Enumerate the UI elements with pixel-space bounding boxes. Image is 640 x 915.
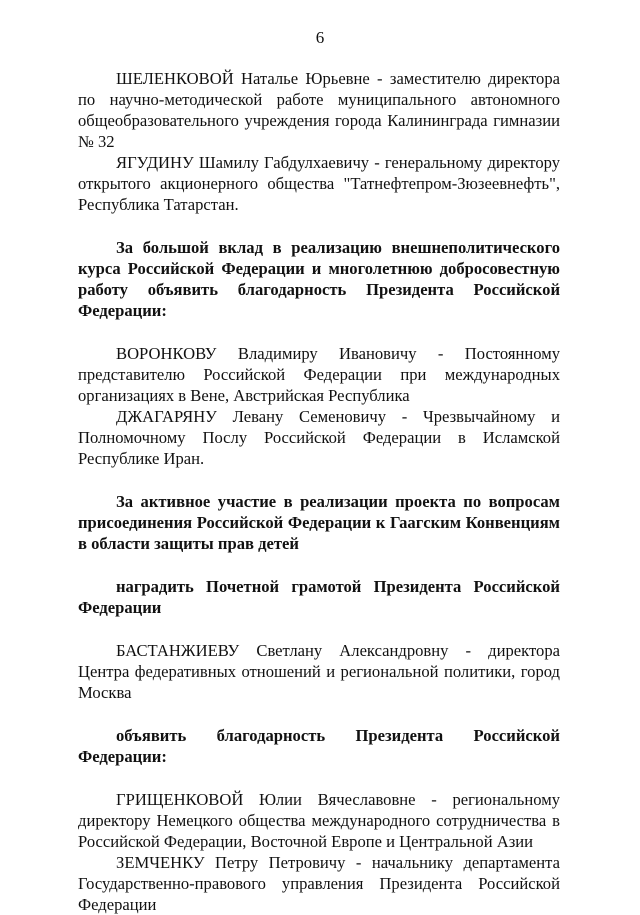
section-heading-gratitude: объявить благодарность Президента Российской Федерации:: [78, 726, 560, 766]
award-entry-zemchenko: ЗЕМЧЕНКУ Петру Петровичу - начальнику департамента Государственно-правового управления Президента Российской Федерации: [78, 853, 560, 914]
spacer: [78, 469, 560, 491]
spacer: [78, 703, 560, 725]
award-entry-yagudin: ЯГУДИНУ Шамилу Габдулхаевичу - генеральному директору открытого акционерного общества "Татнефтепром-Зюзеевнефть", Республика Татарстан.: [78, 153, 560, 214]
section-heading-foreign-policy: За большой вклад в реализацию внешнеполитического курса Российской Федерации и многолетнюю добросовестную работу объявить благодарность Президента Российской Федерации:: [78, 238, 560, 320]
spacer: [78, 554, 560, 576]
spacer: [78, 215, 560, 237]
award-entry-voronkov: ВОРОНКОВУ Владимиру Ивановичу - Постоянному представителю Российской Федерации при международных организациях в Вене, Австрийская Республика: [78, 344, 560, 405]
spacer: [78, 321, 560, 343]
section-heading-award-certificate: наградить Почетной грамотой Президента Российской Федерации: [78, 577, 560, 617]
award-entry-grishchenkova: ГРИЩЕНКОВОЙ Юлии Вячеславовне - региональному директору Немецкого общества международного сотрудничества в Российской Федерации, Восточной Европе и Центральной Азии: [78, 790, 560, 851]
page-number: 6: [315, 28, 325, 47]
award-entry-shelenkova: ШЕЛЕНКОВОЙ Наталье Юрьевне - заместителю директора по научно-методической работе муниципального автономного общеобразовательного учреждения города Калининграда гимназии № 32: [78, 69, 560, 151]
award-entry-bastanzhieva: БАСТАНЖИЕВУ Светлану Александровну - директора Центра федеративных отношений и региональной политики, город Москва: [78, 641, 560, 702]
document-body: [78, 68, 560, 915]
section-heading-hague-conventions: За активное участие в реализации проекта по вопросам присоединения Российской Федерации к Гаагским Конвенциям в области защиты прав детей: [78, 492, 560, 553]
spacer: [78, 767, 560, 789]
spacer: [78, 618, 560, 640]
award-entry-dzhagaryan: ДЖАГАРЯНУ Левану Семеновичу - Чрезвычайному и Полномочному Послу Российской Федерации в Исламской Республике Иран.: [78, 407, 560, 468]
